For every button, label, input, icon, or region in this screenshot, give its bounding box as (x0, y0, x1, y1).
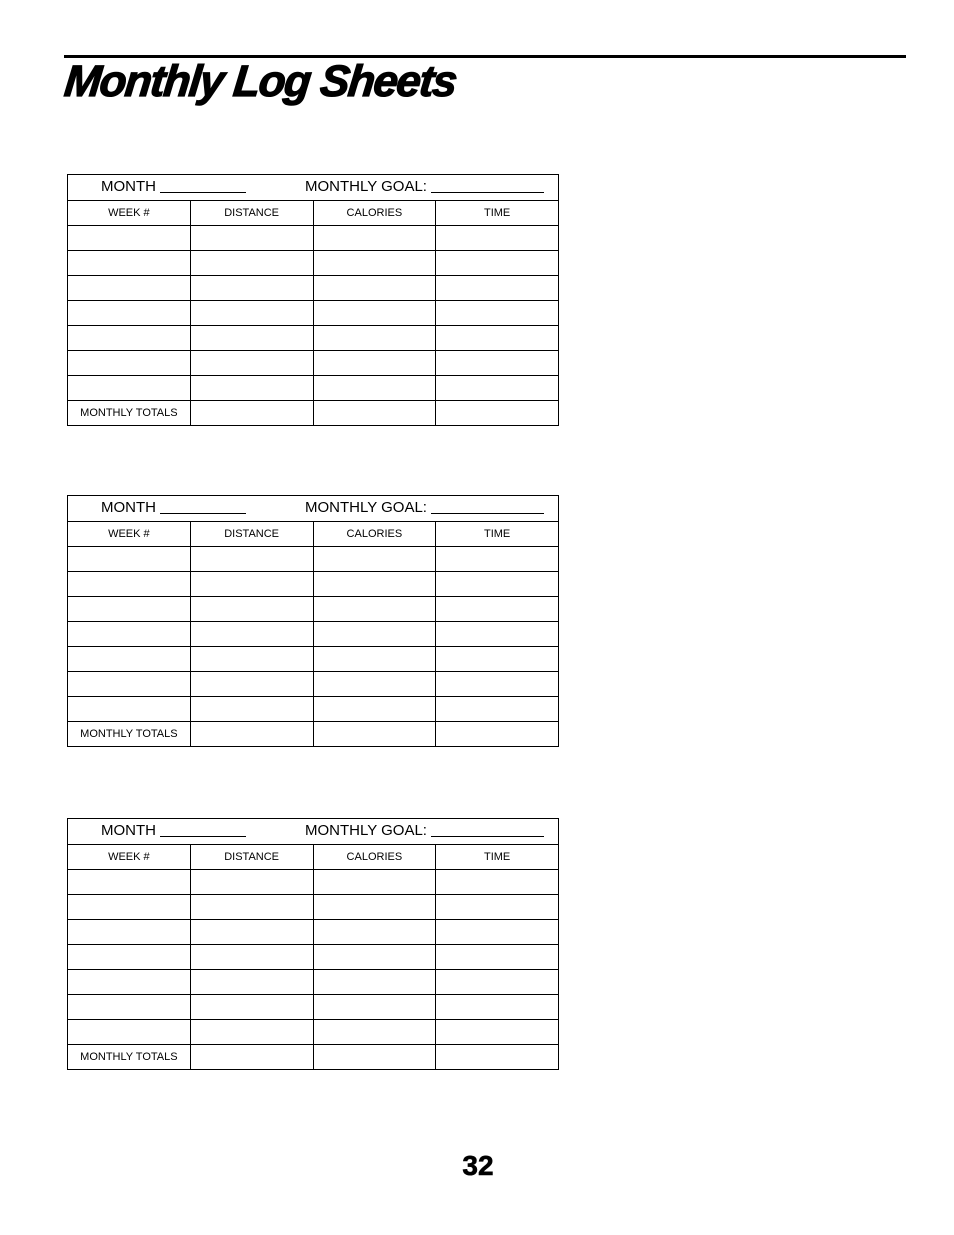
page-number: 32 (462, 1150, 494, 1181)
entry-cell[interactable] (68, 672, 191, 697)
total-cell[interactable] (190, 401, 313, 426)
entry-cell[interactable] (436, 995, 559, 1020)
table-row (68, 301, 559, 326)
total-cell[interactable] (436, 401, 559, 426)
month-blank-line (160, 191, 246, 193)
column-header-distance: DISTANCE (190, 201, 313, 226)
entry-cell[interactable] (313, 251, 436, 276)
month-label: MONTH (101, 499, 156, 516)
table-row (68, 376, 559, 401)
table-row (68, 995, 559, 1020)
entry-cell[interactable] (68, 597, 191, 622)
entry-cell[interactable] (190, 995, 313, 1020)
entry-cell[interactable] (190, 572, 313, 597)
entry-cell[interactable] (68, 376, 191, 401)
entry-cell[interactable] (68, 1020, 191, 1045)
entry-cell[interactable] (436, 226, 559, 251)
entry-cell[interactable] (190, 920, 313, 945)
entry-cell[interactable] (68, 945, 191, 970)
entry-cell[interactable] (313, 870, 436, 895)
column-header-week: WEEK # (68, 845, 191, 870)
table-row (68, 351, 559, 376)
goal-blank-line (431, 512, 544, 514)
entry-cell[interactable] (313, 945, 436, 970)
total-cell[interactable] (313, 722, 436, 747)
column-header-calories: CALORIES (313, 201, 436, 226)
entry-cell[interactable] (313, 351, 436, 376)
totals-row (68, 722, 559, 747)
goal-label: MONTHLY GOAL: (305, 178, 427, 195)
column-header-week: WEEK # (68, 201, 191, 226)
entry-cell[interactable] (68, 326, 191, 351)
entry-cell[interactable] (190, 226, 313, 251)
table-row (68, 895, 559, 920)
entry-cell[interactable] (313, 895, 436, 920)
entry-cell[interactable] (436, 376, 559, 401)
month-label: MONTH (101, 822, 156, 839)
entry-cell[interactable] (68, 870, 191, 895)
entry-cell[interactable] (68, 995, 191, 1020)
goal-blank-line (431, 191, 544, 193)
totals-row (68, 1045, 559, 1070)
entry-cell[interactable] (68, 351, 191, 376)
entry-cell[interactable] (68, 895, 191, 920)
entry-cell[interactable] (68, 226, 191, 251)
column-header-distance: DISTANCE (190, 522, 313, 547)
table-row (68, 226, 559, 251)
table-row (68, 920, 559, 945)
month-goal-header (68, 175, 559, 201)
entry-cell[interactable] (436, 276, 559, 301)
entry-cell[interactable] (190, 251, 313, 276)
entry-cell[interactable] (190, 547, 313, 572)
monthly-totals-label: MONTHLY TOTALS (68, 722, 191, 747)
total-cell[interactable] (190, 1045, 313, 1070)
entry-cell[interactable] (436, 870, 559, 895)
month-label: MONTH (101, 178, 156, 195)
month-blank-line (160, 512, 246, 514)
entry-cell[interactable] (190, 697, 313, 722)
goal-field[interactable] (305, 822, 544, 839)
month-goal-header (68, 496, 559, 522)
entry-cell[interactable] (313, 622, 436, 647)
entry-cell[interactable] (190, 301, 313, 326)
column-header-calories: CALORIES (313, 845, 436, 870)
entry-cell[interactable] (190, 870, 313, 895)
total-cell[interactable] (436, 1045, 559, 1070)
table-row (68, 1020, 559, 1045)
entry-cell[interactable] (68, 301, 191, 326)
entry-cell[interactable] (68, 251, 191, 276)
month-field[interactable] (101, 178, 246, 195)
column-header-distance: DISTANCE (190, 845, 313, 870)
goal-label: MONTHLY GOAL: (305, 499, 427, 516)
entry-cell[interactable] (436, 547, 559, 572)
entry-cell[interactable] (190, 945, 313, 970)
entry-cell[interactable] (313, 1020, 436, 1045)
table-header-row (68, 175, 559, 201)
table-row (68, 547, 559, 572)
entry-cell[interactable] (313, 970, 436, 995)
table-row (68, 597, 559, 622)
column-header-row (68, 201, 559, 226)
table-row (68, 970, 559, 995)
monthly-log-table (67, 495, 559, 747)
entry-cell[interactable] (313, 326, 436, 351)
entry-cell[interactable] (190, 351, 313, 376)
goal-field[interactable] (305, 499, 544, 516)
table-header-row (68, 496, 559, 522)
entry-cell[interactable] (68, 276, 191, 301)
entry-cell[interactable] (436, 326, 559, 351)
entry-cell[interactable] (68, 697, 191, 722)
entry-cell[interactable] (313, 697, 436, 722)
entry-cell[interactable] (68, 572, 191, 597)
entry-cell[interactable] (190, 326, 313, 351)
entry-cell[interactable] (190, 622, 313, 647)
total-cell[interactable] (313, 1045, 436, 1070)
entry-cell[interactable] (190, 672, 313, 697)
monthly-totals-label: MONTHLY TOTALS (68, 1045, 191, 1070)
table-row (68, 672, 559, 697)
monthly-log-table (67, 818, 559, 1070)
entry-cell[interactable] (313, 226, 436, 251)
entry-cell[interactable] (313, 572, 436, 597)
table-row (68, 697, 559, 722)
entry-cell[interactable] (436, 697, 559, 722)
entry-cell[interactable] (313, 920, 436, 945)
entry-cell[interactable] (313, 276, 436, 301)
entry-cell[interactable] (190, 895, 313, 920)
entry-cell[interactable] (436, 647, 559, 672)
entry-cell[interactable] (313, 672, 436, 697)
total-cell[interactable] (436, 722, 559, 747)
column-header-time: TIME (436, 522, 559, 547)
goal-field[interactable] (305, 178, 544, 195)
totals-row (68, 401, 559, 426)
month-field[interactable] (101, 822, 246, 839)
table-row (68, 251, 559, 276)
table-row (68, 870, 559, 895)
table-row (68, 326, 559, 351)
entry-cell[interactable] (436, 597, 559, 622)
month-field[interactable] (101, 499, 246, 516)
column-header-calories: CALORIES (313, 522, 436, 547)
column-header-time: TIME (436, 201, 559, 226)
entry-cell[interactable] (436, 945, 559, 970)
entry-cell[interactable] (68, 622, 191, 647)
entry-cell[interactable] (436, 572, 559, 597)
column-header-time: TIME (436, 845, 559, 870)
total-cell[interactable] (313, 401, 436, 426)
entry-cell[interactable] (313, 647, 436, 672)
entry-cell[interactable] (190, 597, 313, 622)
column-header-row (68, 522, 559, 547)
entry-cell[interactable] (313, 301, 436, 326)
column-header-week: WEEK # (68, 522, 191, 547)
page-title: Monthly Log Sheets (62, 57, 459, 106)
entry-cell[interactable] (68, 970, 191, 995)
monthly-totals-label: MONTHLY TOTALS (68, 401, 191, 426)
table-row (68, 572, 559, 597)
entry-cell[interactable] (190, 376, 313, 401)
entry-cell[interactable] (436, 622, 559, 647)
table-row (68, 647, 559, 672)
entry-cell[interactable] (190, 647, 313, 672)
table-row (68, 945, 559, 970)
entry-cell[interactable] (313, 547, 436, 572)
entry-cell[interactable] (313, 597, 436, 622)
table-row (68, 622, 559, 647)
entry-cell[interactable] (436, 251, 559, 276)
entry-cell[interactable] (190, 276, 313, 301)
month-blank-line (160, 835, 246, 837)
entry-cell[interactable] (436, 351, 559, 376)
month-goal-header (68, 819, 559, 845)
entry-cell[interactable] (190, 1020, 313, 1045)
goal-blank-line (431, 835, 544, 837)
entry-cell[interactable] (68, 547, 191, 572)
entry-cell[interactable] (313, 376, 436, 401)
entry-cell[interactable] (436, 895, 559, 920)
entry-cell[interactable] (436, 970, 559, 995)
entry-cell[interactable] (436, 1020, 559, 1045)
total-cell[interactable] (190, 722, 313, 747)
entry-cell[interactable] (68, 920, 191, 945)
table-row (68, 276, 559, 301)
entry-cell[interactable] (436, 672, 559, 697)
table-header-row (68, 819, 559, 845)
column-header-row (68, 845, 559, 870)
entry-cell[interactable] (436, 920, 559, 945)
entry-cell[interactable] (436, 301, 559, 326)
entry-cell[interactable] (313, 995, 436, 1020)
goal-label: MONTHLY GOAL: (305, 822, 427, 839)
entry-cell[interactable] (190, 970, 313, 995)
entry-cell[interactable] (68, 647, 191, 672)
monthly-log-table (67, 174, 559, 426)
